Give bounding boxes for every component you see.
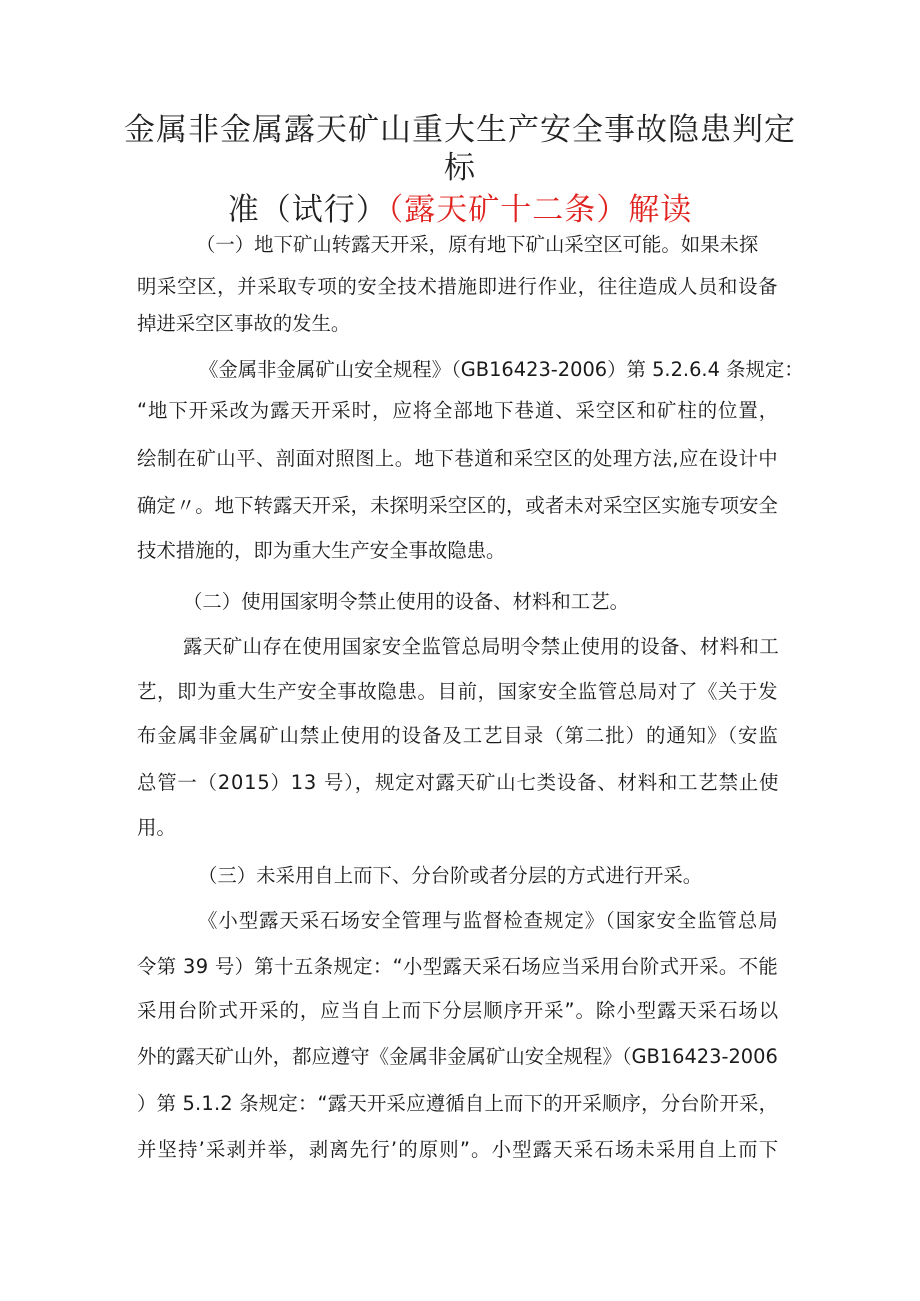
body-line: 《小型露天采石场安全管理与监督检查规定》（国家安全监管总局 xyxy=(198,909,779,932)
body-line: （二）使用国家明令禁止使用的设备、材料和工艺。 xyxy=(183,590,629,613)
body-line: 采用台阶式开采的，应当自上而下分层顺序开采”。除小型露天采石场以 xyxy=(137,999,780,1022)
body-line: 确定〃。地下转露天开采，未探明采空区的，或者未对采空区实施专项安全 xyxy=(137,494,778,517)
body-line: （一）地下矿山转露天开采，原有地下矿山采空区可能。如果未探 xyxy=(196,233,759,256)
body-line: 艺，即为重大生产安全事故隐患。目前，国家安全监管总局对了《关于发 xyxy=(137,680,779,703)
body-line: 绘制在矿山平、剖面对照图上。地下巷道和采空区的处理方法,应在设计中 xyxy=(137,447,779,470)
body-line: 《金属非金属矿山安全规程》（GB16423-2006）第 5.2.6.4 条规定： xyxy=(199,358,804,381)
title-line-2-black: 准（试行） xyxy=(227,192,388,228)
body-line: 露天矿山存在使用国家安全监管总局明令禁止使用的设备、材料和工 xyxy=(183,635,780,658)
body-line: 用。 xyxy=(137,816,176,839)
body-line: 技术措施的，即为重大生产安全事故隐患。 xyxy=(137,539,506,562)
body-line: 掉进采空区事故的发生。 xyxy=(137,312,351,335)
body-line: 明采空区，并采取专项的安全技术措施即进行作业，往往造成人员和设备 xyxy=(137,275,779,298)
body-line: 布金属非金属矿山禁止使用的设备及工艺目录（第二批）的通知》（安监 xyxy=(137,724,779,747)
body-line: 并坚持’采剥并举，剥离先行’的原则”。小型露天采石场未采用自上而下 xyxy=(137,1138,780,1161)
title-line-2-red: （露天矿十二条）解读 xyxy=(387,192,693,228)
body-line: 令第 39 号）第十五条规定：“小型露天采石场应当采用台阶式开采。不能 xyxy=(137,955,779,978)
document-title xyxy=(110,111,810,229)
body-line: （三）未采用自上而下、分台阶或者分层的方式进行开采。 xyxy=(198,864,703,887)
body-line: 总管一（2015）13 号），规定对露天矿山七类设备、材料和工艺禁止使 xyxy=(137,771,780,794)
body-line: “地下开采改为露天开采时，应将全部地下巷道、采空区和矿柱的位置， xyxy=(137,399,780,422)
body-line: ）第 5.1.2 条规定：“露天开采应遵循自上而下的开采顺序，分台阶开采， xyxy=(137,1092,779,1115)
body-line: 外的露天矿山外，都应遵守《金属非金属矿山安全规程》（GB16423-2006 xyxy=(137,1045,778,1068)
title-line-2 xyxy=(110,191,810,229)
title-line-1: 金属非金属露天矿山重大生产安全事故隐患判定标 xyxy=(124,112,796,186)
